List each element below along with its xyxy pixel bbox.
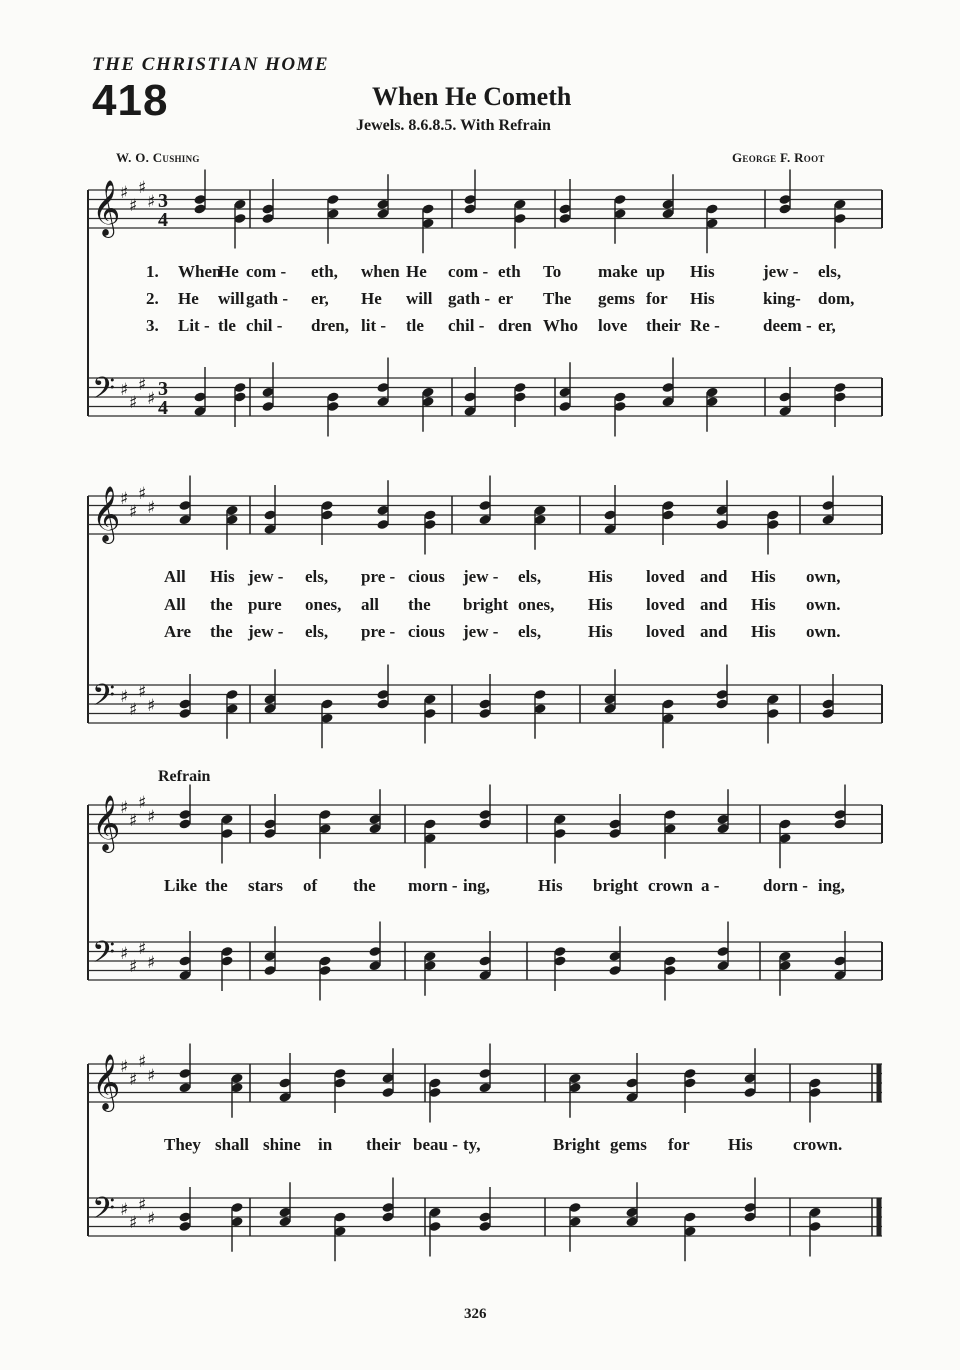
lyric-syllable: jew -	[248, 622, 284, 641]
lyric-syllable: His	[210, 567, 235, 586]
sharp-icon: ♯	[120, 944, 129, 964]
lyric-syllable: His	[588, 595, 613, 614]
lyric-syllable: of	[303, 876, 318, 895]
lyric-syllable: chil -	[448, 316, 485, 335]
bass-clef-icon: 𝄢	[92, 1192, 116, 1233]
lyric-syllable: dom,	[818, 289, 855, 308]
sharp-icon: ♯	[129, 957, 138, 977]
page-number: 326	[464, 1306, 487, 1322]
refrain-label: Refrain	[158, 768, 211, 785]
sharp-icon: ♯	[147, 389, 156, 409]
sharp-icon: ♯	[129, 502, 138, 522]
lyric-syllable: own,	[806, 567, 841, 586]
lyric-syllable: jew -	[463, 622, 499, 641]
lyric-syllable: and	[700, 595, 728, 614]
sharp-icon: ♯	[147, 1209, 156, 1229]
lyric-syllable: Re -	[690, 316, 720, 335]
lyric-syllable: jew -	[463, 567, 499, 586]
lyric-syllable: king-	[763, 289, 801, 308]
sharp-icon: ♯	[120, 1200, 129, 1220]
lyric-syllable: All	[164, 567, 186, 586]
lyric-syllable: gems	[598, 289, 635, 308]
lyric-syllable: love	[598, 316, 628, 335]
lyric-syllable: dorn -	[763, 876, 808, 895]
lyric-syllable: els,	[518, 567, 542, 586]
lyric-syllable: com -	[246, 262, 287, 281]
bass-clef-icon: 𝄢	[92, 679, 116, 720]
lyric-syllable: His	[538, 876, 563, 895]
treble-clef-icon: 𝄞	[92, 1054, 121, 1110]
lyric-syllable: Like	[164, 876, 198, 895]
lyric-syllable: He	[218, 262, 239, 281]
verse-number: 1.	[146, 262, 159, 281]
verse-number: 3.	[146, 316, 159, 335]
lyric-syllable: cious	[408, 567, 445, 586]
sharp-icon: ♯	[138, 939, 147, 959]
sharp-icon: ♯	[120, 489, 129, 509]
sharp-icon: ♯	[120, 1057, 129, 1077]
lyric-syllable: His	[588, 622, 613, 641]
sharp-icon: ♯	[120, 687, 129, 707]
bass-clef-icon: 𝄢	[92, 372, 116, 413]
lyric-syllable: the	[353, 876, 376, 895]
sharp-icon: ♯	[129, 393, 138, 413]
lyric-syllable: He	[406, 262, 427, 281]
lyric-syllable: His	[751, 567, 776, 586]
time-signature-digit: 3	[158, 190, 168, 212]
lyric-syllable: eth,	[311, 262, 338, 281]
verse-number: 2.	[146, 289, 159, 308]
lyric-syllable: bright	[463, 595, 509, 614]
lyric-syllable: beau -	[413, 1135, 458, 1154]
sharp-icon: ♯	[147, 696, 156, 716]
lyric-syllable: crown.	[793, 1135, 843, 1154]
sharp-icon: ♯	[138, 793, 147, 813]
lyric-syllable: pure	[248, 595, 282, 614]
lyric-syllable: Lit -	[178, 316, 210, 335]
lyric-syllable: own.	[806, 622, 841, 641]
sharp-icon: ♯	[147, 498, 156, 518]
lyric-syllable: lit -	[361, 316, 387, 335]
lyric-syllable: els,	[518, 622, 542, 641]
lyric-syllable: chil -	[246, 316, 283, 335]
lyric-syllable: pre -	[361, 622, 396, 641]
lyric-syllable: when	[361, 262, 400, 281]
lyric-syllable: eth	[498, 262, 521, 281]
lyric-syllable: Who	[543, 316, 578, 335]
lyric-syllable: His	[728, 1135, 753, 1154]
lyric-syllable: and	[700, 567, 728, 586]
time-signature-digit: 3	[158, 378, 168, 400]
lyric-syllable: the	[408, 595, 431, 614]
lyric-syllable: ing,	[818, 876, 845, 895]
sharp-icon: ♯	[138, 682, 147, 702]
sharp-icon: ♯	[138, 1195, 147, 1215]
lyric-syllable: and	[700, 622, 728, 641]
lyric-syllable: all	[361, 595, 379, 614]
lyric-syllable: tle	[218, 316, 236, 335]
lyric-syllable: jew -	[248, 567, 284, 586]
sharp-icon: ♯	[129, 1070, 138, 1090]
lyric-syllable: morn -	[408, 876, 458, 895]
treble-clef-icon: 𝄞	[92, 795, 121, 851]
lyric-syllable: He	[178, 289, 199, 308]
lyric-syllable: shine	[263, 1135, 301, 1154]
lyric-syllable: His	[751, 595, 776, 614]
lyric-syllable: He	[361, 289, 382, 308]
lyric-syllable: er,	[311, 289, 329, 308]
lyric-syllable: will	[406, 289, 433, 308]
lyric-syllable: the	[210, 595, 233, 614]
lyric-syllable: dren	[498, 316, 532, 335]
sharp-icon: ♯	[138, 1052, 147, 1072]
bass-clef-icon: 𝄢	[92, 936, 116, 977]
lyric-syllable: gath -	[246, 289, 289, 308]
lyric-syllable: stars	[248, 876, 283, 895]
lyric-syllable: dren,	[311, 316, 349, 335]
sharp-icon: ♯	[147, 1066, 156, 1086]
lyric-syllable: deem -	[763, 316, 812, 335]
lyric-syllable: com -	[448, 262, 489, 281]
lyric-syllable: When	[178, 262, 222, 281]
lyric-syllable: crown	[648, 876, 694, 895]
lyric-syllable: the	[205, 876, 228, 895]
lyric-syllable: ing,	[463, 876, 490, 895]
lyric-syllable: gath -	[448, 289, 491, 308]
lyric-syllable: Are	[164, 622, 192, 641]
treble-clef-icon: 𝄞	[92, 486, 121, 542]
lyric-syllable: The	[543, 289, 572, 308]
tune-meter: Jewels. 8.6.8.5. With Refrain	[356, 117, 551, 134]
lyric-syllable: the	[210, 622, 233, 641]
lyric-syllable: shall	[215, 1135, 250, 1154]
lyric-syllable: His	[588, 567, 613, 586]
composer-credit: George F. Root	[732, 150, 825, 165]
sharp-icon: ♯	[147, 807, 156, 827]
sharp-icon: ♯	[129, 1213, 138, 1233]
sharp-icon: ♯	[120, 798, 129, 818]
lyric-syllable: own.	[806, 595, 841, 614]
lyric-syllable: gems	[610, 1135, 647, 1154]
lyric-syllable: loved	[646, 595, 685, 614]
sharp-icon: ♯	[120, 380, 129, 400]
hymn-number: 418	[92, 76, 169, 125]
lyric-syllable: ty,	[463, 1135, 481, 1154]
lyric-syllable: ones,	[518, 595, 555, 614]
lyric-syllable: their	[646, 316, 681, 335]
lyric-syllable: bright	[593, 876, 639, 895]
sharp-icon: ♯	[129, 196, 138, 216]
sharp-icon: ♯	[147, 192, 156, 212]
sharp-icon: ♯	[138, 484, 147, 504]
sharp-icon: ♯	[129, 700, 138, 720]
lyric-syllable: His	[690, 289, 715, 308]
lyric-syllable: els,	[305, 622, 329, 641]
lyric-syllable: in	[318, 1135, 333, 1154]
sharp-icon: ♯	[138, 178, 147, 198]
lyric-syllable: To	[543, 262, 562, 281]
lyric-syllable: cious	[408, 622, 445, 641]
lyric-syllable: for	[668, 1135, 690, 1154]
lyric-syllable: els,	[305, 567, 329, 586]
lyric-syllable: All	[164, 595, 186, 614]
sharp-icon: ♯	[129, 811, 138, 831]
treble-clef-icon: 𝄞	[92, 180, 121, 236]
lyric-syllable: His	[751, 622, 776, 641]
lyric-syllable: loved	[646, 622, 685, 641]
lyric-syllable: er,	[818, 316, 836, 335]
hymn-title: When He Cometh	[372, 82, 572, 111]
sharp-icon: ♯	[120, 183, 129, 203]
lyric-syllable: pre -	[361, 567, 396, 586]
lyric-syllable: jew -	[763, 262, 799, 281]
lyric-syllable: His	[690, 262, 715, 281]
lyric-syllable: els,	[818, 262, 842, 281]
lyric-syllable: for	[646, 289, 668, 308]
lyric-syllable: Bright	[553, 1135, 601, 1154]
lyric-syllable: their	[366, 1135, 401, 1154]
lyric-syllable: will	[218, 289, 245, 308]
sharp-icon: ♯	[138, 375, 147, 395]
lyric-syllable: loved	[646, 567, 685, 586]
lyric-syllable: up	[646, 262, 665, 281]
sharp-icon: ♯	[147, 953, 156, 973]
lyric-syllable: make	[598, 262, 638, 281]
lyric-syllable: ones,	[305, 595, 342, 614]
lyric-syllable: er	[498, 289, 514, 308]
lyric-syllable: They	[164, 1135, 201, 1154]
lyric-syllable: tle	[406, 316, 424, 335]
lyric-syllable: a -	[701, 876, 720, 895]
time-signature-digit: 4	[158, 209, 168, 231]
time-signature-digit: 4	[158, 397, 168, 419]
section-title: THE CHRISTIAN HOME	[92, 54, 330, 75]
author-credit: W. O. Cushing	[116, 150, 200, 165]
